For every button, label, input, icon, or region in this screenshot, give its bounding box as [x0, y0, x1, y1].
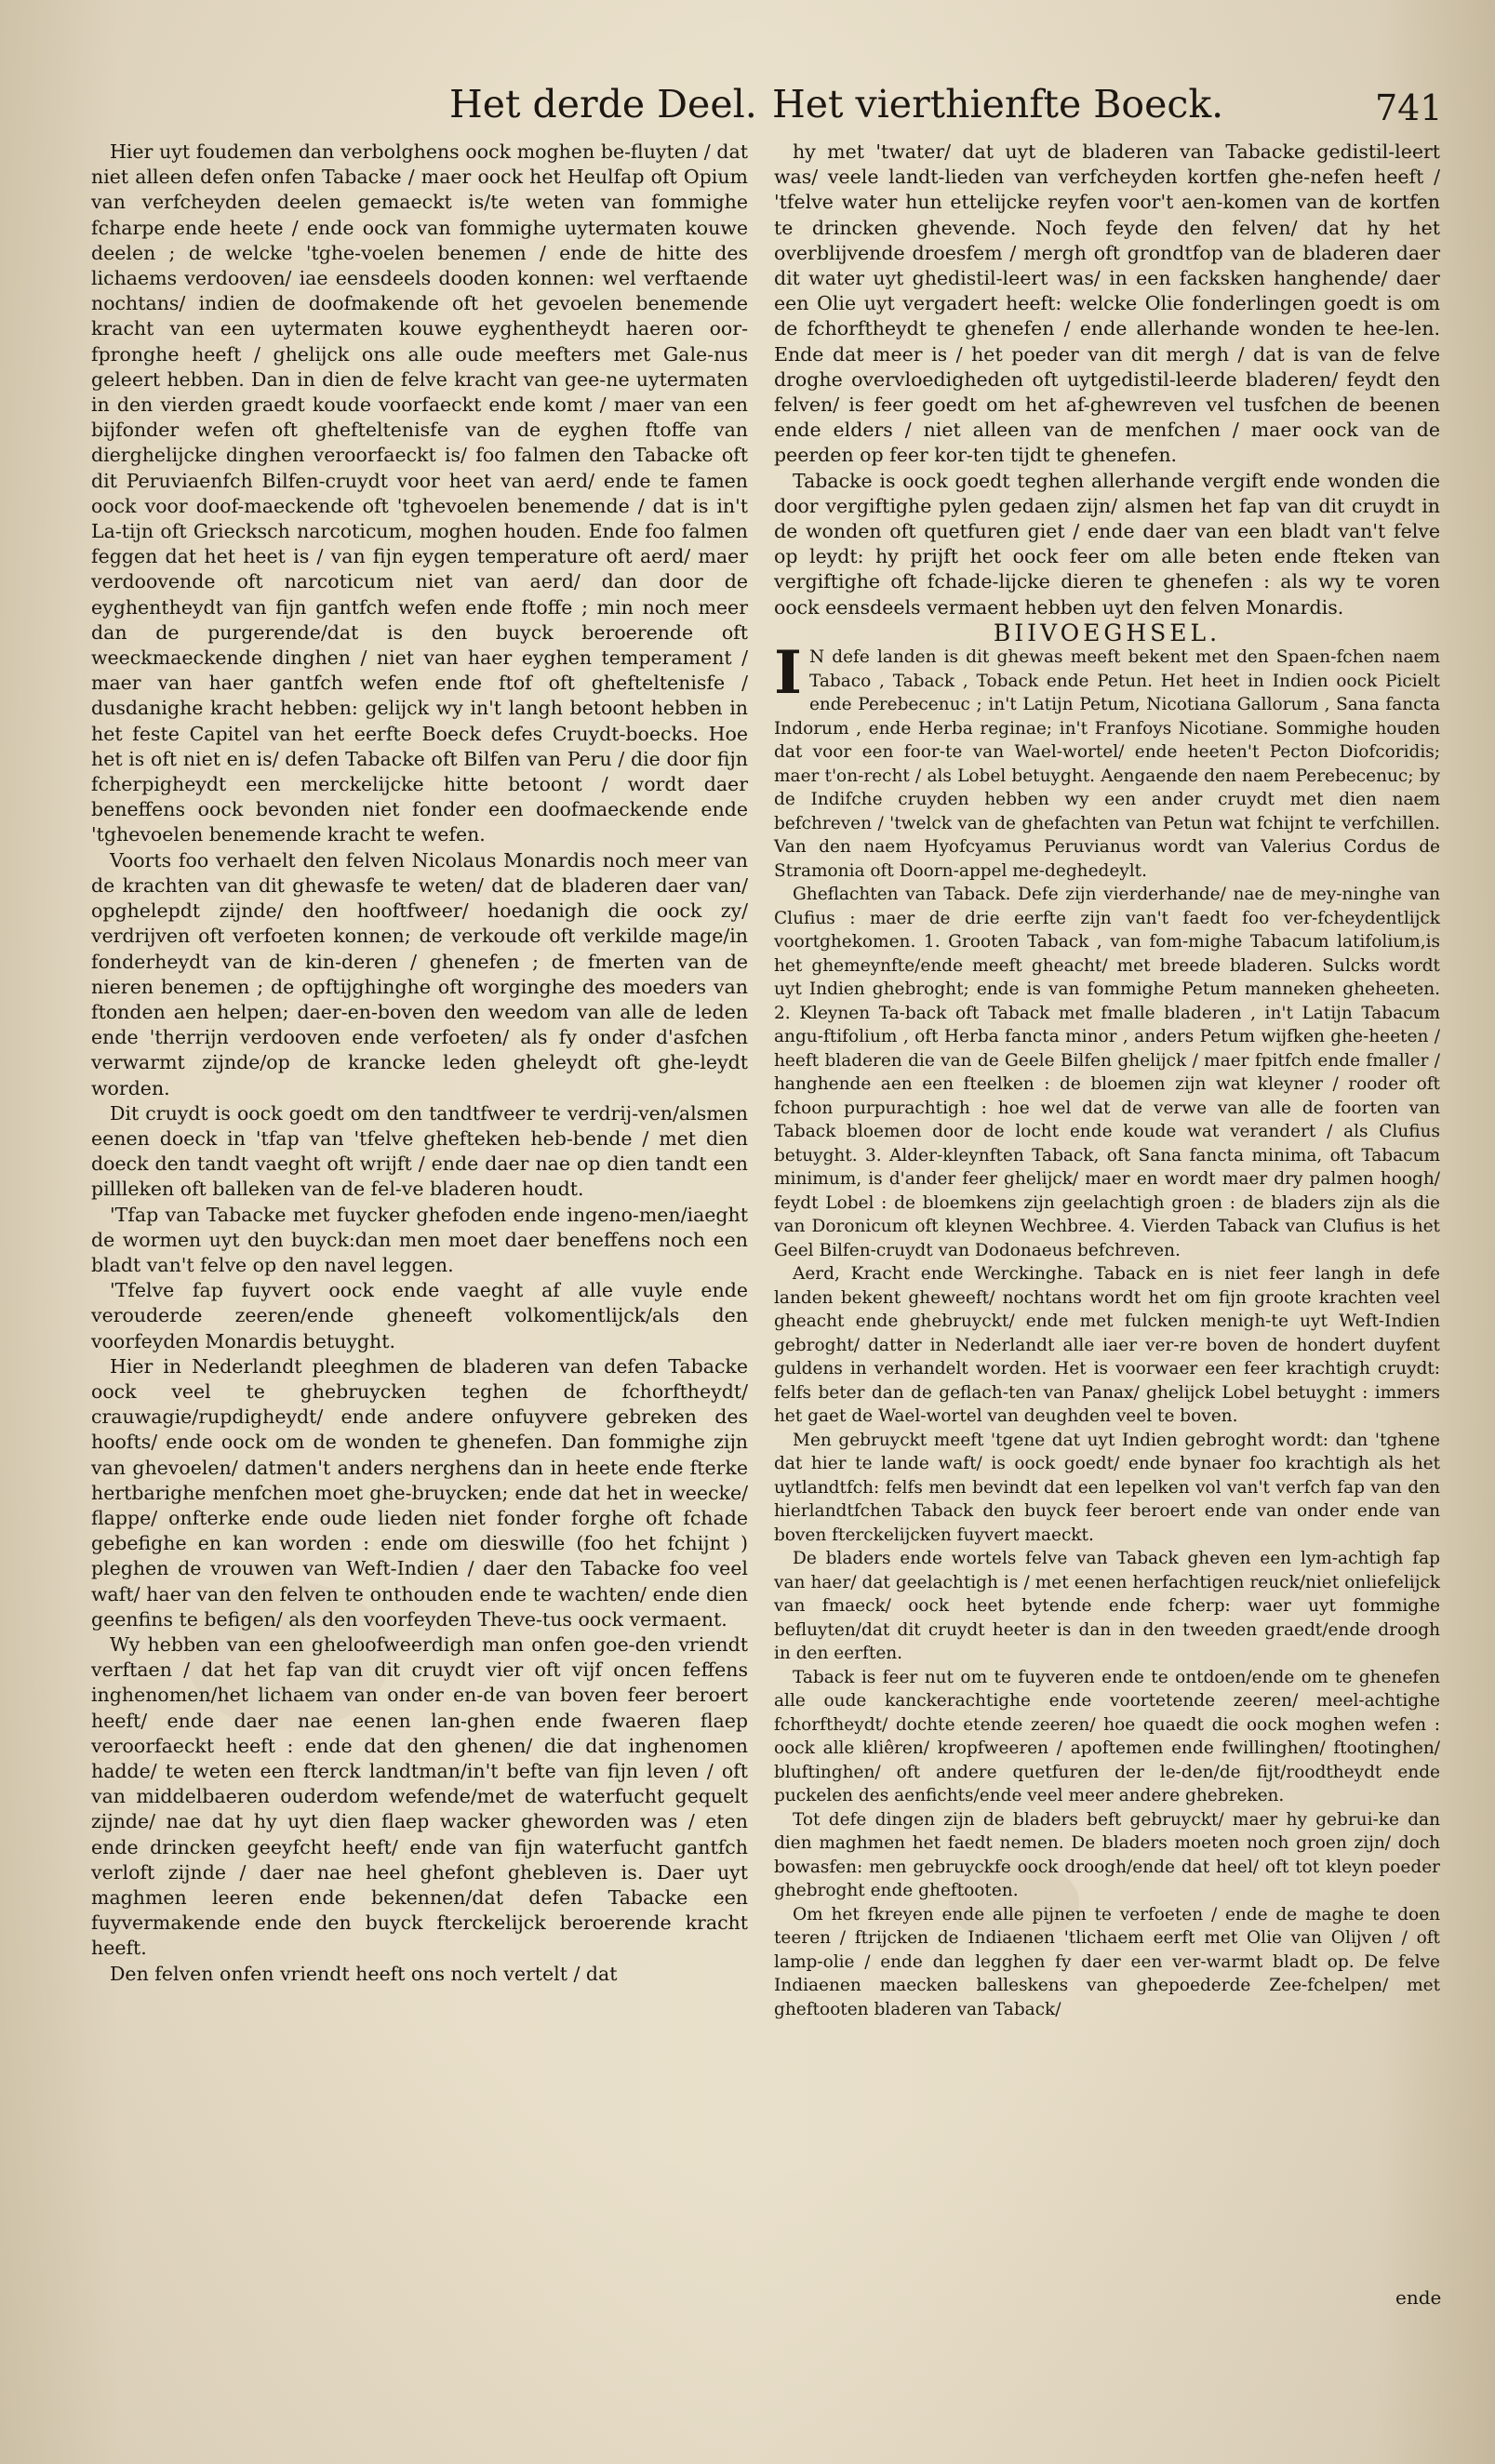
paragraph: Taback is feer nut om te fuyveren ende te ontdoen/ende om te ghenefen alle oude kanckerachtighe ende voortetende zeeren/ meel-achtighe fchorftheydt/ dochte etende zeeren/ hoe quaedt die oock moghen wefen : oock alle kliêren/ kropfweeren / apoftemen ende fwillinghen/ ftootinghen/ bluftinghen/ oft andere quetfuren der le-den/de fijt/roodtheydt ende puckelen des aenfichts/ende veel meer andere ghebreken.	[774, 1667, 1440, 1806]
bijvoeghsel-section	[774, 638, 1440, 2021]
right-column	[774, 140, 1440, 2021]
paragraph: Tot defe dingen zijn de bladers beft gebruyckt/ maer hy gebrui-ke dan dien maghmen het faedt nemen. De bladers moeten noch groen zijn/ doch bowasfen: men gebruyckfe oock droogh/ende dat heel/ oft tot kleyn poeder ghebroght ende gheftooten.	[774, 1809, 1440, 1901]
paragraph: 'Tfelve fap fuyvert oock ende vaeght af alle vuyle ende verouderde zeeren/ende gheneeft volkomentlijck/als den voorfeyden Monardis betuyght.	[91, 1279, 748, 1352]
paragraph: Om het fkreyen ende alle pijnen te verfoeten / ende de maghe te doen teeren / ftrijcken de Indiaenen 'tlichaem eerft met Olie van Olijven / oft lamp-olie / ende dan legghen fy daer een ver-warmt bladt op. De felve Indiaenen maecken balleskens van ghepoederde Zee-fchelpen/ met gheftooten bladeren van Taback/	[774, 1904, 1440, 2019]
drop-cap: I	[774, 638, 802, 709]
paragraph: Den felven onfen vriendt heeft ons noch vertelt / dat	[110, 1962, 618, 1985]
paragraph: Hier uyt foudemen dan verbolghens oock moghen be-fluyten / dat niet alleen defen onfen Tabacke / maer oock het Heulfap oft Opium van verfcheyden deelen gemaeckt is/te weten van fommighe fcharpe ende heete / ende oock van fommighe uytermaten kouwe deelen ; de welcke 'tghe-voelen benemen / ende de hitte des lichaems verdooven/ iae eensdeels dooden konnen: wel verftaende nochtans/ indien de doofmakende oft het gevoelen benemende kracht van een uytermaten kouwe eyghentheydt haeren oor-fpronghe heeft / ghelijck ons alle oude meefters met Gale-nus geleert hebben. Dan in dien de felve kracht van gee-ne uytermaten in den vierden graedt koude voorfaeckt ende komt / maer van een bijfonder wefen oft ghefteltenisfe van de eyghen ftoffe van dierghelijcke dinghen veroorfaeckt is/ foo falmen den Tabacke oft dit Peruviaenfch Bilfen-cruydt voor heet van aerd/ ende te famen oock voor doof-maeckende oft 'tghevoelen benemende / dat is in't La-tijn oft Griecksch narcoticum, moghen houden. Ende foo falmen feggen dat het heet is / van fijn eygen temperature oft aerd/ maer verdoovende oft narcoticum niet van aerd/ dan door de eyghentheydt van fijn gantfch wefen ende ftoffe ; min noch meer dan de purgerende/dat is den buyck beroerende oft weeckmaeckende dinghen / niet van haer eyghen temperament / maer van haer gantfch wefen ende ftof oft ghefteltenisfe / dusdanighe kracht hebben: gelijck wy in't langh betoont hebben in het feste Capitel van het eerfte Boeck defes Cruydt-boecks. Hoe het is oft niet en is/ defen Tabacke oft Bilfen van Peru / die door fijn fcherpigheydt een merckelijcke hitte betoont / wordt daer beneffens oock bevonden niet fonder een doofmaeckende ende 'tghevoelen benemende kracht te wefen.	[91, 140, 748, 846]
paragraph: Hier in Nederlandt pleeghmen de bladeren van defen Tabacke oock veel te ghebruycken teghen de fchorftheydt/ crauwagie/rupdigheydt/ ende andere onfuyvere gebreken des hoofts/ ende oock om de wonden te ghenefen. Dan fommighe zijn van ghevoelen/ datmen't anders nerghens dan in heete ende fterke hertbarighe menfchen moet ghe-bruycken; ende dat het in weecke/ flappe/ onfterke ende oude lieden niet fonder forghe oft fchade gebefighe en kan worden : ende om dieswille (foo het fchijnt ) pleghen de vrouwen van Weft-Indien / daer den Tabacke foo veel waft/ haer van den felven te onthouden ende te wachten/ ende dien geenfins te befigen/ als den voorfeyden Theve-tus oock vermaent.	[91, 1354, 748, 1631]
paragraph: De bladers ende wortels felve van Taback gheven een lym-achtigh fap van haer/ dat geelachtigh is / met eenen herfachtigen reuck/niet onliefelijck van fmaeck/ oock heet bytende ende fcherp: waer uyt fommighe befluyten/dat dit cruydt heeter is dan in den tweeden graedt/ende droogh in den eerften.	[774, 1549, 1440, 1664]
paragraph: Tabacke is oock goedt teghen allerhande vergift ende wonden die door vergiftighe pylen gedaen zijn/ alsmen het fap van dit cruydt in de wonden oft quetfuren giet / ende daer van een bladt van't felve op leydt: hy prijft het oock feer om alle beten ende fteken van vergiftighe oft fchade-lijcke dieren te ghenefen : als wy te voren oock eensdeels vermaent hebben uyt den felven Monardis.	[774, 469, 1440, 619]
paragraph: Voorts foo verhaelt den felven Nicolaus Monardis noch meer van de krachten van dit ghewasfe te weten/ dat de bladeren daer van/ opghelepdt zijnde/ den hooftfweer/ hoedanigh die oock zy/ verdrijven oft verfoeten konnen; de verkoude oft verkilde mage/in fonderheydt van de kin-deren / ghenefen ; de fmerten van de nieren benemen ; de opftijghinghe oft worginghe des moeders van ftonden aen helpen; daer-en-boven den weedom van alle de leden ende 'therrijn verdooven ende verfoeten/ als fy onder d'asfchen verwarmt zijnde/op de krancke leden gheleydt oft ghe-leydt worden.	[91, 848, 748, 1099]
section-title: BIIVOEGHSEL.	[993, 619, 1221, 646]
paragraph	[774, 638, 1440, 883]
left-column	[91, 140, 748, 1987]
catchword: ende	[1395, 2286, 1442, 2309]
paragraph: hy met 'twater/ dat uyt de bladeren van Tabacke gedistil-leert was/ veele landt-lieden van verfcheyden kortfen ghe-nefen heeft / 'tfelve water hun ettelijcke reyfen voor't aen-komen van de kortfen te drincken ghevende. Noch feyde den felven/ dat hy het overblijvende droesfem / mergh oft grondtfop van de bladeren daer dit water uyt ghedistil-leert was/ in een facksken hanghende/ daer een Olie uyt vergadert heeft: welcke Olie fonderlingen goedt is om de fchorftheydt te ghenefen / ende allerhande wonden te hee-len. Ende dat meer is / het poeder van dit mergh / dat is van de felve droghe overvloedigheden oft uytgedistil-leerde bladeren/ feydt den felven/ is feer goedt om het af-ghewreven vel tusfchen de beenen ende elders / niet alleen van de menfchen / maer oock van de peerden op feer kor-ten tijdt te ghenefen.	[774, 140, 1440, 467]
paragraph-text: N defe landen is dit ghewas meeft bekent met den Spaen-fchen naem Tabaco , Taback , Toback ende Petun. Het heet in Indien oock Picielt ende Perebecenuc ; in't Latijn Petum, Nicotiana Gallorum , Sana fancta Indorum , ende Herba reginae; in't Franfoys Nicotiane. Sommighe houden dat voor een foor-te van Wael-wortel/ ende heeten't Pecton Diofcoridis; maer t'on-recht / als Lobel betuyght. Aengaende den naem Perebecenuc; by de Indifche cruyden hebben wy een ander cruydt met dien naem befchreven / 'twelck van de ghefachten van Petun wat fchijnt te verfchillen. Van den naem Hyofcyamus Peruvianus wordt van Valerius Cordus de Stramonia oft Doorn-appel me-deghedeylt.	[774, 647, 1440, 881]
paragraph: Aerd, Kracht ende Werckinghe. Taback en is niet feer langh in defe landen bekent gheweeft/ nochtans wordt het om fijn groote krachten veel gheacht ende ghebruyckt/ ende met fulcken menigh-te uyt Weft-Indien gebroght/ datter in Nederlandt alle iaer ver-re boven de hondert duyfent guldens in verhandelt worden. Het is voorwaer een feer krachtigh cruydt: felfs beter dan de geflach-ten van Panax/ ghelijck Lobel betuyght : immers het gaet de Wael-wortel van deughden veel te boven.	[774, 1264, 1440, 1427]
paragraph: 'Tfap van Tabacke met fuycker ghefoden ende ingeno-men/iaeght de wormen uyt den buyck:dan men moet daer beneffens noch een bladt van't felve op den navel leggen.	[91, 1203, 748, 1276]
paragraph: Wy hebben van een gheloofweerdigh man onfen goe-den vriendt verftaen / dat het fap van dit cruydt vier oft vijf oncen feffens inghenomen/het lichaem van onder en-de van boven feer beroert heeft/ ende daer nae eenen lan-ghen ende fwaeren flaep veroorfaeckt heeft : ende dat den ghenen/ die dat inghenomen hadde/ te weten een fterck landtman/in't befte van fijn leven / oft van middelbaeren ouderdom wefende/met de waterfucht gequelt zijnde/ nae dat hy uyt dien flaep wacker gheworden was / eten ende drincken geeyfcht heeft/ ende van fijn waterfucht gantfch verloft zijnde / daer nae heel ghefont ghebleven is. Daer uyt maghmen leeren ende bekennen/dat defen Tabacke een fuyvermakende ende den buyck fterckelijck beroerende kracht heeft.	[91, 1632, 748, 1960]
running-header	[0, 82, 1495, 138]
page-number: 741	[1375, 87, 1443, 128]
header-part: Het derde Deel.	[449, 82, 757, 127]
paragraph: Men gebruyckt meeft 'tgene dat uyt Indien gebroght wordt: dan 'tghene dat hier te lande waft/ is oock goedt/ ende bynaer foo krachtigh als het uytlandtfch: felfs men bevindt dat een lepelken vol van't verfch fap van den hierlandtfchen Taback den buyck feer beroert ende van onder ende van boven fterckelijcken fuyvert maeckt.	[774, 1430, 1440, 1545]
header-book: Het vierthienfte Boeck.	[772, 82, 1224, 127]
paragraph: Gheflachten van Taback. Defe zijn vierderhande/ nae de mey-ninghe van Clufius : maer de drie eerfte zijn van't faedt foo ver-fcheydentlijck voortghekomen. 1. Grooten Taback , van fom-mighe Tabacum latifolium,is het ghemeynfte/ende meeft gheacht/ met breede bladeren. Sulcks wordt uyt Indien ghebroght; ende is van fommighe Petum manneken gheheeten. 2. Kleynen Ta-back oft Taback met fmalle bladeren , in't Latijn Tabacum angu-ftifolium , oft Herba fancta minor , anders Petum wijfken ghe-heeten / heeft bladeren die van de Geele Bilfen ghelijck / maer fpitfch ende fmaller / hanghende aen een fteelken : de bloemen zijn wat kleyner / rooder oft fchoon purpurachtigh : hoe wel dat de verwe van alle de foorten van Taback bloemen door de locht ende koude wat verandert / als Clufius betuyght. 3. Alder-kleynften Taback, oft Sana fancta minima, oft Tabacum minimum, is d'ander feer ghelijck/ maer en wordt maer dry palmen hoogh/ feydt Lobel : de bloemkens zijn geelachtigh groen : de bladers zijn als die van Doronicum oft kleynen Wechbree. 4. Vierden Taback van Clufius is het Geel Bilfen-cruydt van Dodonaeus befchreven.	[774, 885, 1440, 1260]
paragraph: Dit cruydt is oock goedt om den tandtfweer te verdrij-ven/alsmen eenen doeck in 'tfap van 'tfelve ghefteken heb-bende / met dien doeck den tandt vaeght oft wrijft / ende daer nae op dien tandt een pillleken oft balleken van de fel-ve bladeren houdt.	[91, 1101, 748, 1201]
